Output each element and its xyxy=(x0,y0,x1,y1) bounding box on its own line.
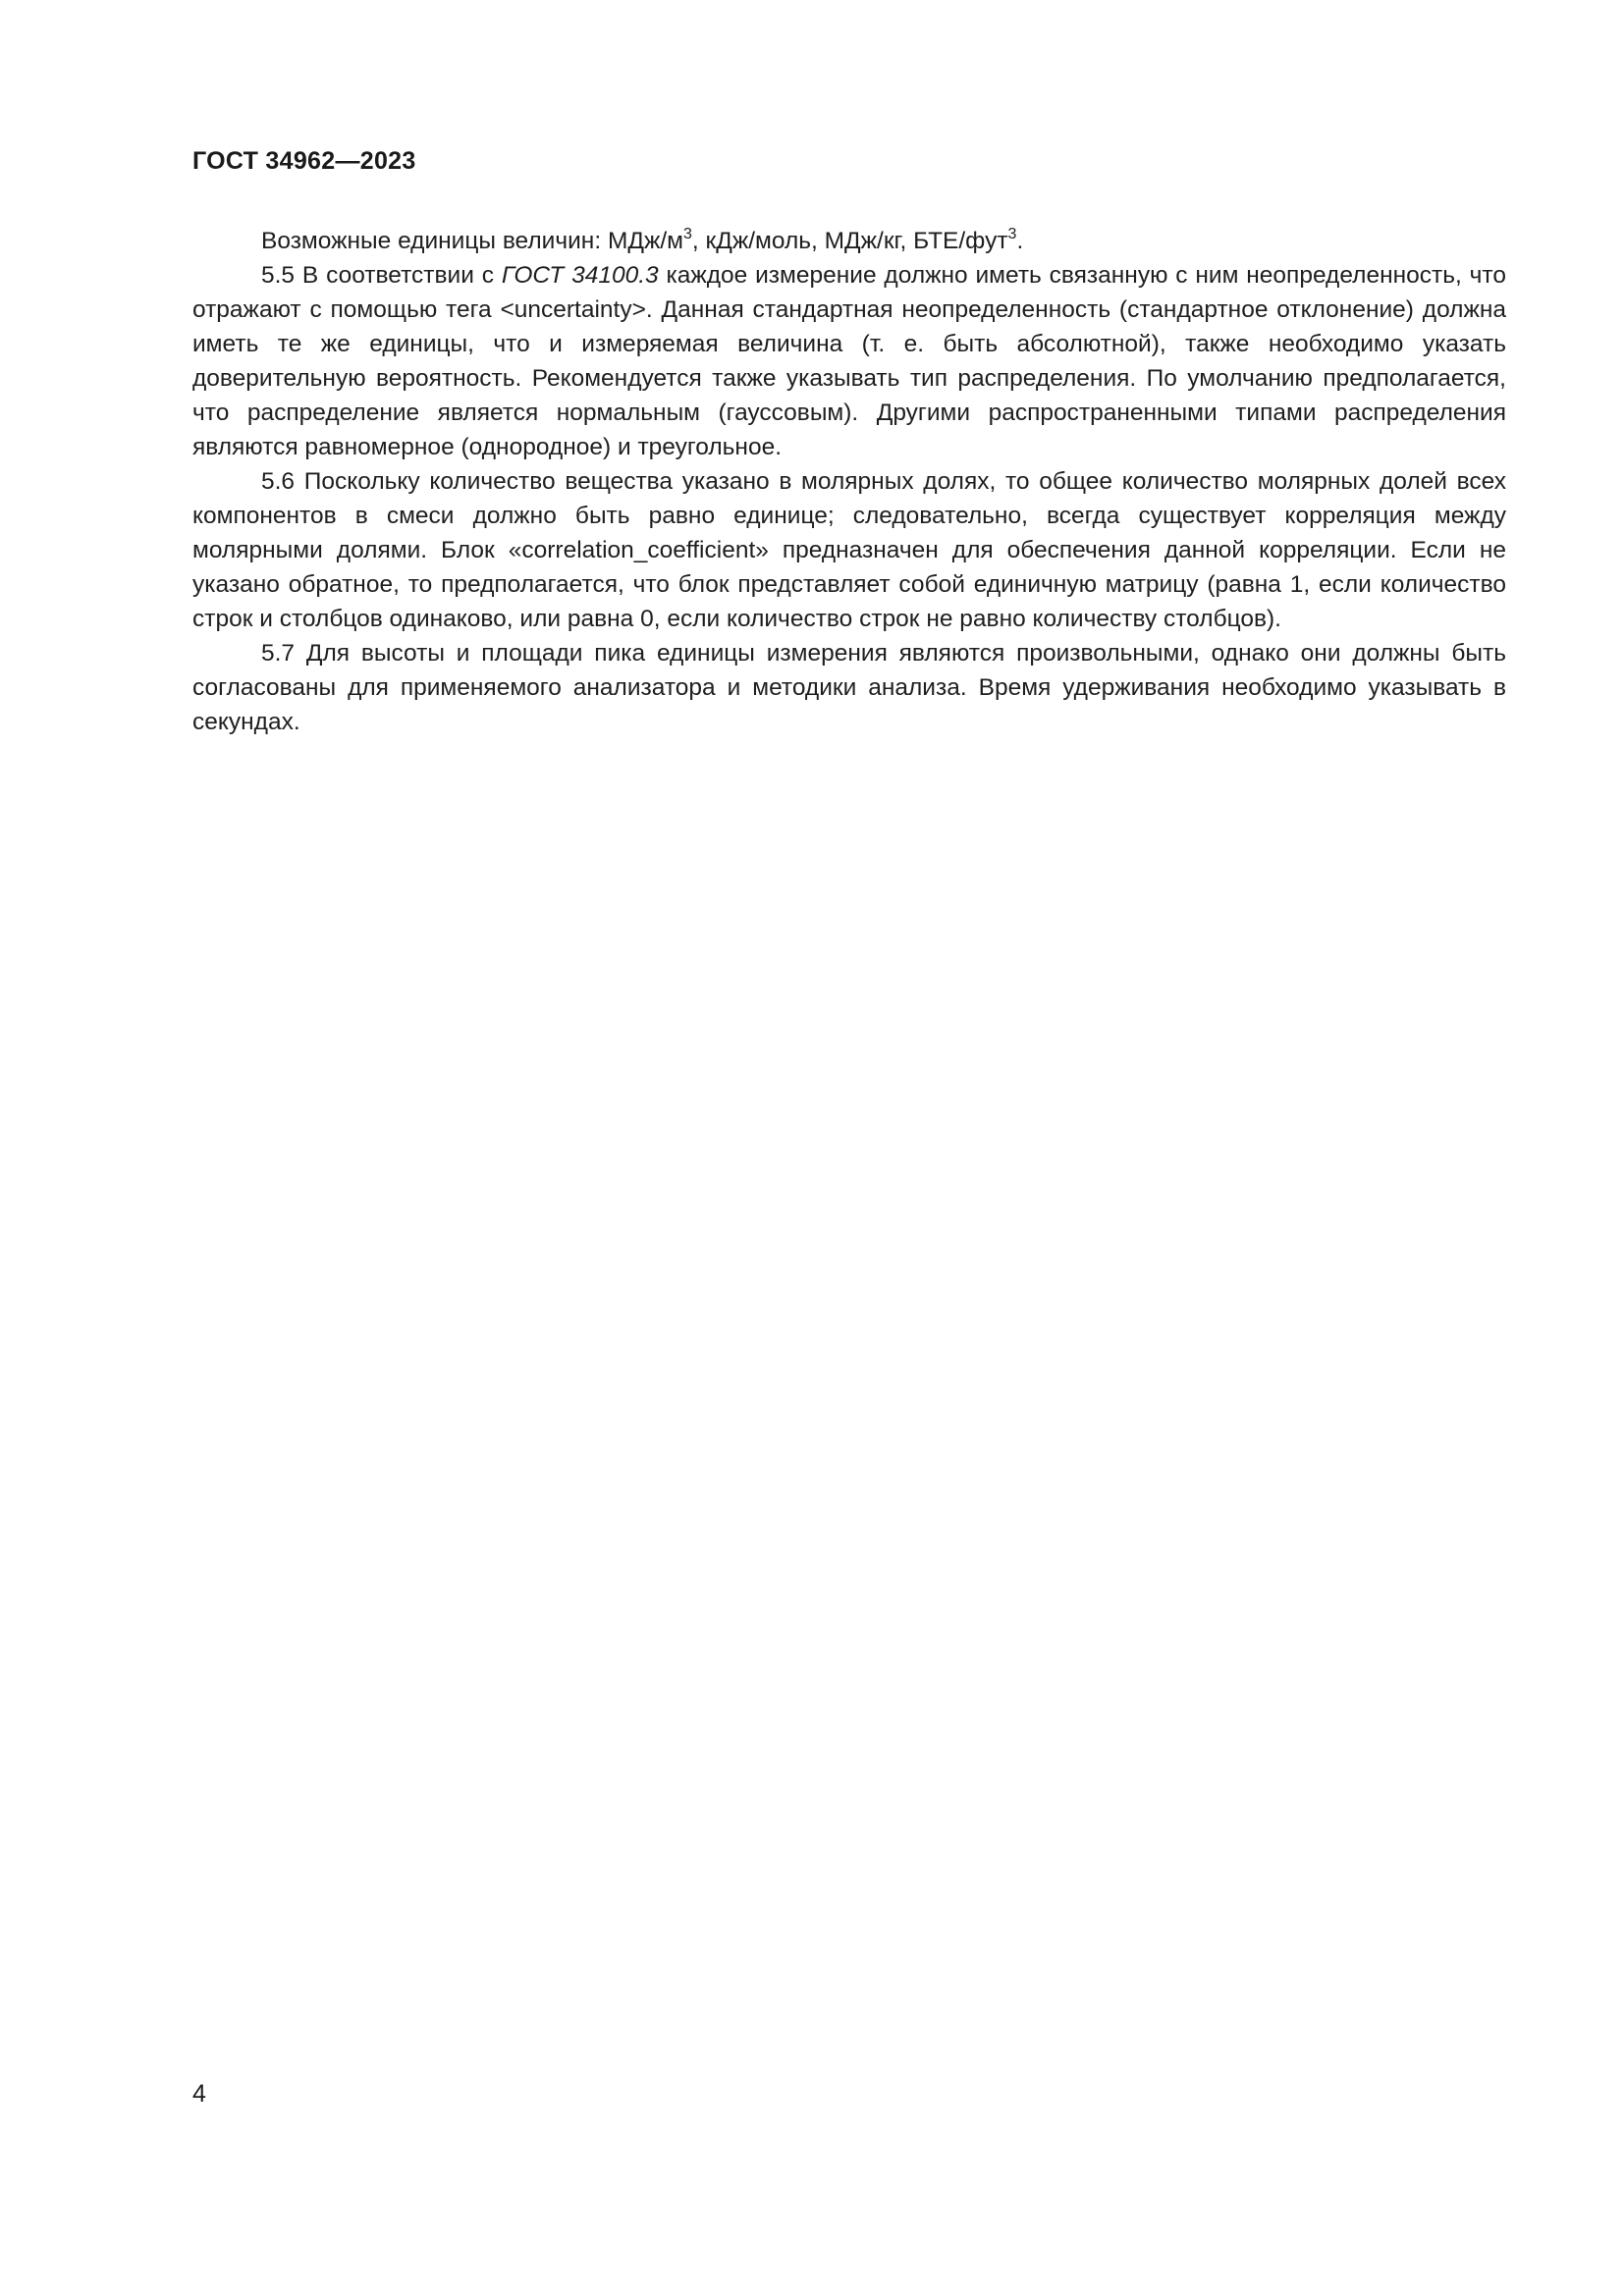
units-text-suffix: . xyxy=(1016,228,1024,254)
paragraph-5-7: 5.7 Для высоты и площади пика единицы измерения являются произвольными, однако они должны быть согласованы для применяемого анализатора и методики анализа. Время удерживания необходимо указывать в секундах. xyxy=(192,640,1506,735)
standard-reference: ГОСТ 34100.3 xyxy=(501,262,659,289)
document-header: ГОСТ 34962—2023 xyxy=(192,147,416,175)
paragraph-5-5-rest: каждое измерение должно иметь связанную с ним неопределенность, что отражают с помощью тега <uncertainty>. Данная стандартная неопределенность (стандартное отклонение) должна иметь те же единицы, что и измеряемая величина (т. е. быть абсолютной), также необходимо указать доверительную вероятность. Рекомендуется также указывать тип распределения. По умолчанию предполагается, что распределение является нормальным (гауссовым). Другими распространенными типами распределения являются равномерное (однородное) и треугольное. xyxy=(192,262,1506,460)
paragraph-5-6: 5.6 Поскольку количество вещества указано в молярных долях, то общее количество молярных долей всех компонентов в смеси должно быть равно единице; следовательно, всегда существует корреляция между молярными долями. Блок «correlation_coefficient» предназначен для обеспечения данной корреляции. Если не указано обратное, то предполагается, что блок представляет собой единичную матрицу (равна 1, если количество строк и столбцов одинаково, или равна 0, если количество строк не равно количеству столбцов). xyxy=(192,468,1506,632)
page-number: 4 xyxy=(192,2080,206,2108)
units-superscript-2: 3 xyxy=(1007,226,1017,242)
document-body xyxy=(192,224,1506,739)
units-superscript-1: 3 xyxy=(682,226,692,242)
units-text-middle: , кДж/моль, МДж/кг, БТЕ/фут xyxy=(691,228,1008,254)
units-paragraph xyxy=(192,224,1506,258)
paragraph-5-5-lead: 5.5 В соответствии с xyxy=(261,262,502,289)
paragraph-5-5 xyxy=(192,258,1506,464)
units-text-prefix: Возможные единицы величин: МДж/м xyxy=(261,228,683,254)
